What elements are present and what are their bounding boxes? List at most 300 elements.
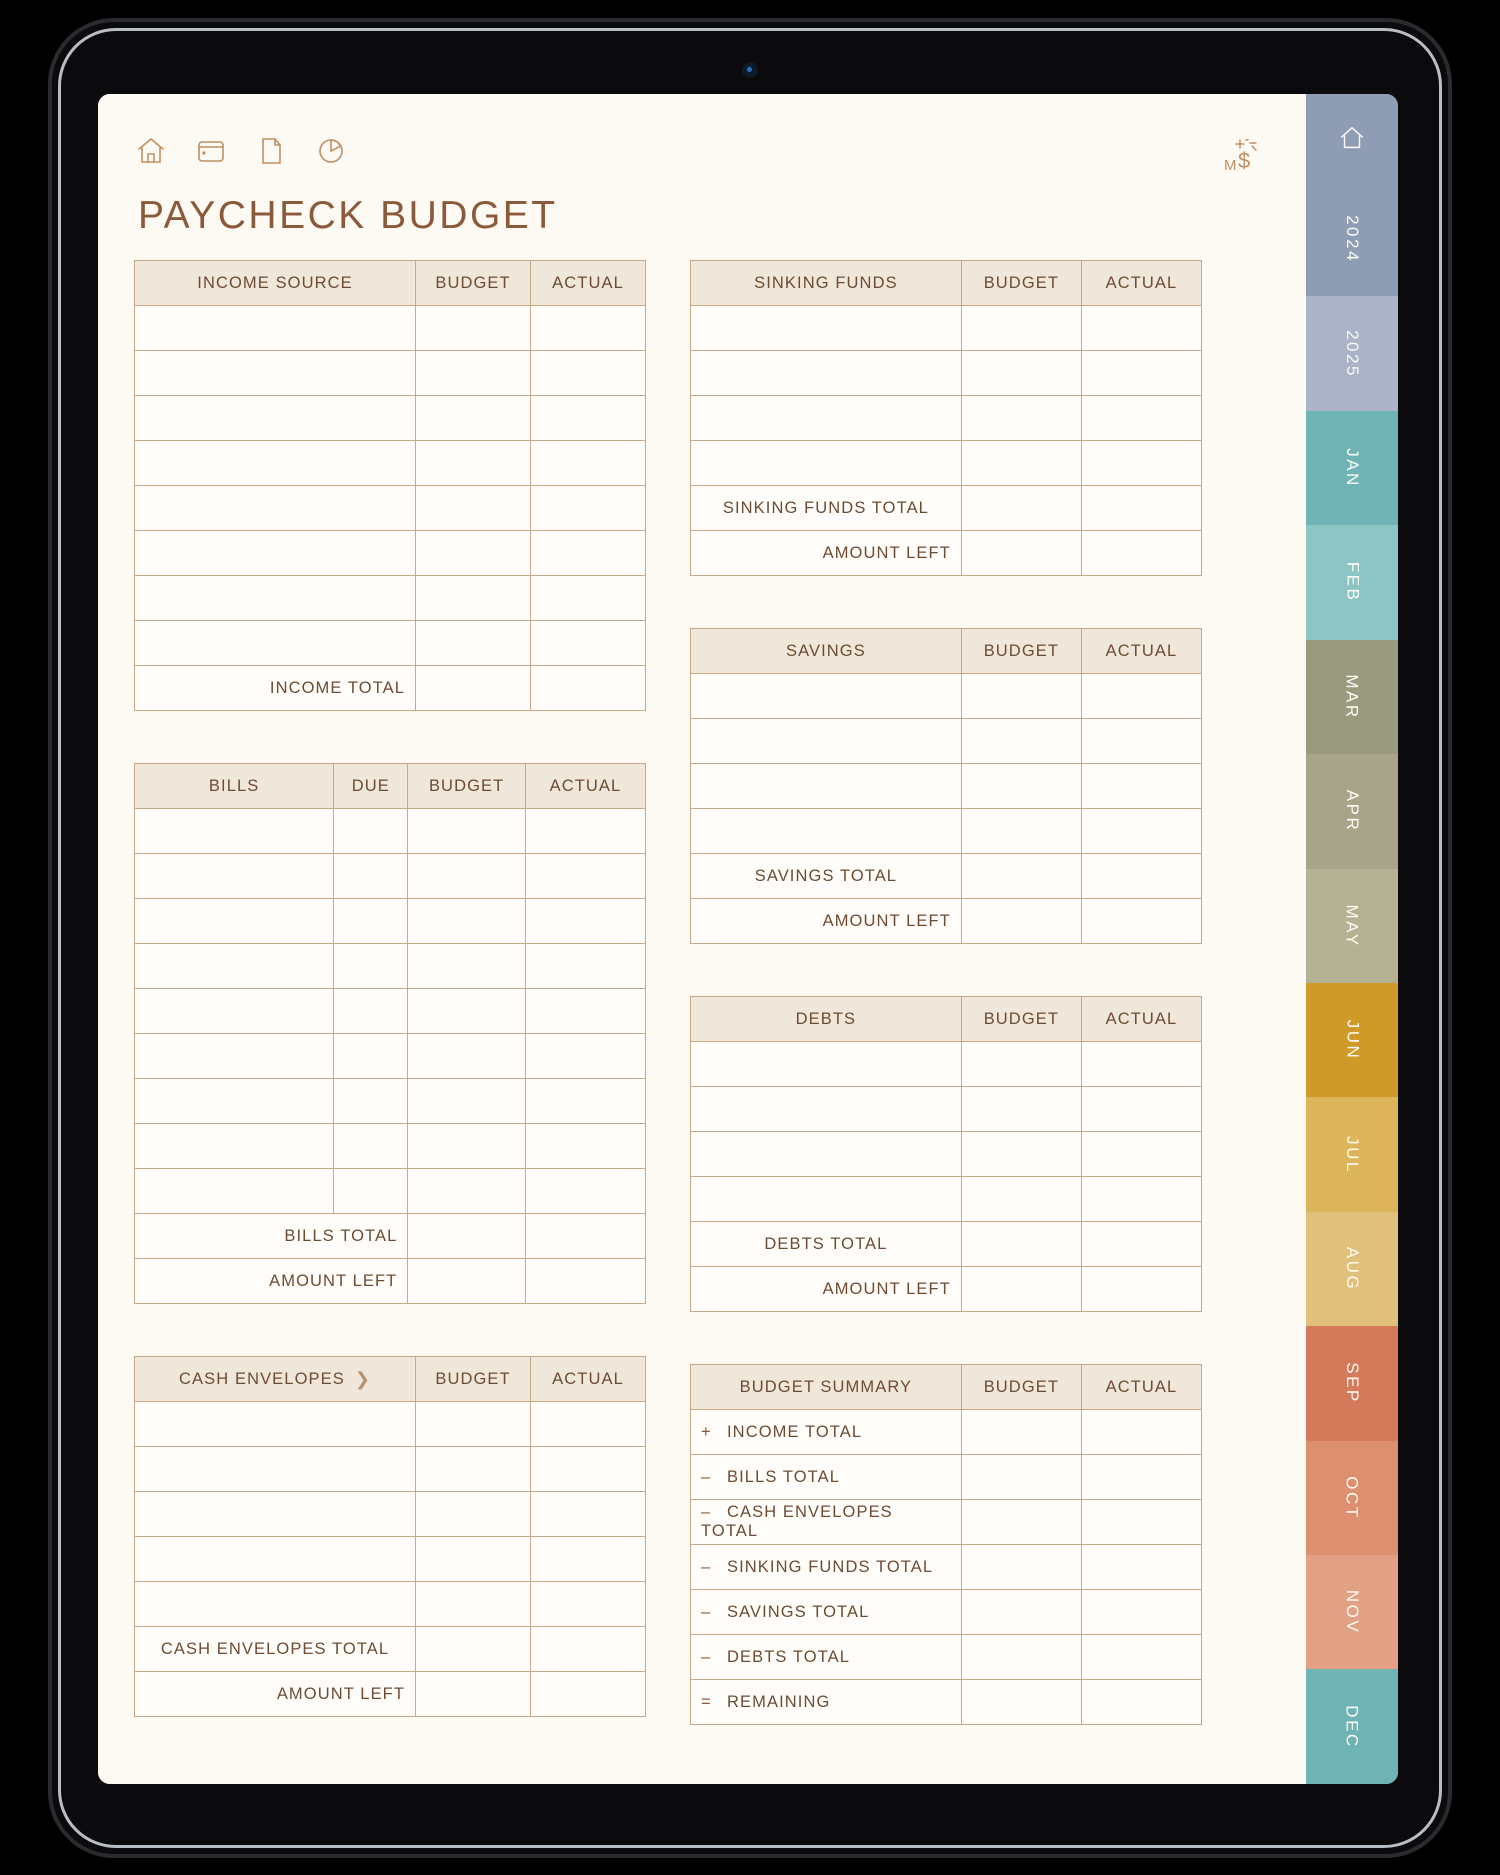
- cell-bill[interactable]: [135, 899, 334, 944]
- bills-total-label: BILLS TOTAL: [135, 1214, 408, 1259]
- cell-actual[interactable]: [1081, 1680, 1201, 1725]
- cell-actual[interactable]: [525, 989, 645, 1034]
- cell-saving[interactable]: [691, 674, 962, 719]
- table-header-row: [135, 764, 646, 809]
- cell-due[interactable]: [334, 899, 408, 944]
- bills-header: BILLS: [135, 764, 334, 809]
- cell-source[interactable]: [135, 486, 416, 531]
- table-row[interactable]: [691, 351, 1202, 396]
- rail-tab-label: DEC: [1343, 1704, 1362, 1749]
- cell-bill[interactable]: [135, 1079, 334, 1124]
- cell-source[interactable]: [135, 621, 416, 666]
- rail-tab-label: AUG: [1343, 1246, 1362, 1292]
- wallet-icon[interactable]: [194, 134, 228, 168]
- table-row[interactable]: [135, 854, 646, 899]
- cell-source[interactable]: [135, 441, 416, 486]
- summary-label-remaining: [691, 1680, 962, 1725]
- summary-row-income: [691, 1410, 1202, 1455]
- cell-debt[interactable]: [691, 1132, 962, 1177]
- table-row[interactable]: [691, 809, 1202, 854]
- cash-envelopes-total-label: CASH ENVELOPES TOTAL: [135, 1627, 416, 1672]
- table-row[interactable]: [135, 396, 646, 441]
- savings-amount-left-label: AMOUNT LEFT: [691, 899, 962, 944]
- summary-row-cash-envelopes: [691, 1500, 1202, 1545]
- table-header-row: [691, 1365, 1202, 1410]
- summary-op: –: [701, 1602, 712, 1621]
- rail-tab-sep[interactable]: [1306, 1326, 1398, 1440]
- table-row[interactable]: [135, 1079, 646, 1124]
- cell-actual[interactable]: [1081, 719, 1201, 764]
- summary-row-sinking-funds: [691, 1545, 1202, 1590]
- table-row[interactable]: [135, 1582, 646, 1627]
- cell-source[interactable]: [135, 531, 416, 576]
- cash-actual-header: ACTUAL: [531, 1357, 646, 1402]
- summary-actual-header: ACTUAL: [1081, 1365, 1201, 1410]
- cell-budget[interactable]: [961, 1455, 1081, 1500]
- cell-envelope[interactable]: [135, 1447, 416, 1492]
- page-icon[interactable]: [254, 134, 288, 168]
- cell-due[interactable]: [334, 989, 408, 1034]
- bills-amount-left-row: [135, 1259, 646, 1304]
- cell-actual[interactable]: [531, 1447, 646, 1492]
- cell-bill[interactable]: [135, 1124, 334, 1169]
- rail-tab-jul[interactable]: [1306, 1097, 1398, 1211]
- cell-actual[interactable]: [1081, 764, 1201, 809]
- table-row[interactable]: [691, 719, 1202, 764]
- table-row[interactable]: [691, 674, 1202, 719]
- cell-due[interactable]: [334, 809, 408, 854]
- summary-text: REMAINING: [727, 1692, 831, 1711]
- summary-row-savings: [691, 1590, 1202, 1635]
- cell-budget[interactable]: [961, 1042, 1081, 1087]
- cell-source[interactable]: [135, 576, 416, 621]
- debts-table: [690, 996, 1202, 1312]
- cell-actual[interactable]: [1081, 1545, 1201, 1590]
- table-header-row: [135, 1357, 646, 1402]
- cash-envelopes-amount-left-label: AMOUNT LEFT: [135, 1672, 416, 1717]
- table-header-row: [691, 997, 1202, 1042]
- savings-table: [690, 628, 1202, 944]
- cell-fund[interactable]: [691, 441, 962, 486]
- income-total-label: INCOME TOTAL: [135, 666, 416, 711]
- cell-actual[interactable]: [1081, 854, 1201, 899]
- money-add-icon[interactable]: [1210, 132, 1264, 176]
- cell-envelope[interactable]: [135, 1492, 416, 1537]
- cell-budget[interactable]: [416, 1492, 531, 1537]
- income-table: [134, 260, 646, 711]
- income-budget-header: BUDGET: [416, 261, 531, 306]
- cell-budget[interactable]: [408, 944, 526, 989]
- cell-actual[interactable]: [531, 306, 646, 351]
- table-row[interactable]: [691, 1177, 1202, 1222]
- summary-label-savings: [691, 1590, 962, 1635]
- cell-fund[interactable]: [691, 306, 962, 351]
- table-row[interactable]: [135, 1169, 646, 1214]
- budget-summary-table: [690, 1364, 1202, 1725]
- summary-label-bills: [691, 1455, 962, 1500]
- cell-due[interactable]: [334, 1079, 408, 1124]
- table-row[interactable]: [135, 1402, 646, 1447]
- cell-actual[interactable]: [1081, 1635, 1201, 1680]
- rail-tab-jun[interactable]: [1306, 983, 1398, 1097]
- cell-actual[interactable]: [531, 1627, 646, 1672]
- sinking-actual-header: ACTUAL: [1081, 261, 1201, 306]
- cell-actual[interactable]: [1081, 1132, 1201, 1177]
- cash-envelopes-header-label: CASH ENVELOPES: [179, 1369, 345, 1388]
- table-row[interactable]: [135, 1537, 646, 1582]
- cell-actual[interactable]: [531, 1537, 646, 1582]
- cell-budget[interactable]: [961, 1545, 1081, 1590]
- cell-actual[interactable]: [525, 809, 645, 854]
- cash-budget-header: BUDGET: [416, 1357, 531, 1402]
- savings-header: SAVINGS: [691, 629, 962, 674]
- table-row[interactable]: [135, 531, 646, 576]
- debts-budget-header: BUDGET: [961, 997, 1081, 1042]
- cell-actual[interactable]: [531, 576, 646, 621]
- table-row[interactable]: [691, 1132, 1202, 1177]
- table-row[interactable]: [135, 306, 646, 351]
- rail-tab-jan[interactable]: [1306, 411, 1398, 525]
- rail-tab-2025[interactable]: [1306, 296, 1398, 410]
- sinking-funds-total-label: SINKING FUNDS TOTAL: [691, 486, 962, 531]
- month-tab-rail: [1306, 94, 1398, 1784]
- cell-fund[interactable]: [691, 396, 962, 441]
- cell-actual[interactable]: [1081, 1177, 1201, 1222]
- cell-budget[interactable]: [961, 1500, 1081, 1545]
- front-camera: [744, 64, 756, 76]
- rail-home-tab[interactable]: [1306, 94, 1398, 182]
- cell-fund[interactable]: [691, 351, 962, 396]
- cash-envelopes-amount-left-row: [135, 1672, 646, 1717]
- cell-actual[interactable]: [1081, 531, 1201, 576]
- cell-source[interactable]: [135, 396, 416, 441]
- cell-saving[interactable]: [691, 764, 962, 809]
- cell-actual[interactable]: [1081, 1222, 1201, 1267]
- cell-budget[interactable]: [408, 1214, 526, 1259]
- rail-tab-may[interactable]: [1306, 869, 1398, 983]
- table-row[interactable]: [135, 809, 646, 854]
- rail-tab-feb[interactable]: [1306, 525, 1398, 639]
- bills-due-header: DUE: [334, 764, 408, 809]
- cell-actual[interactable]: [531, 441, 646, 486]
- rail-tab-nov[interactable]: [1306, 1555, 1398, 1669]
- toolbar: [134, 118, 1270, 184]
- cell-actual[interactable]: [525, 944, 645, 989]
- cell-actual[interactable]: [531, 351, 646, 396]
- cell-budget[interactable]: [416, 486, 531, 531]
- cell-budget[interactable]: [416, 306, 531, 351]
- income-source-header: INCOME SOURCE: [135, 261, 416, 306]
- cell-actual[interactable]: [531, 531, 646, 576]
- cell-bill[interactable]: [135, 944, 334, 989]
- cell-actual[interactable]: [1081, 1500, 1201, 1545]
- chevron-right-icon[interactable]: ❯: [354, 1369, 372, 1389]
- rail-tab-aug[interactable]: [1306, 1212, 1398, 1326]
- cell-bill[interactable]: [135, 989, 334, 1034]
- table-row[interactable]: [135, 989, 646, 1034]
- cell-saving[interactable]: [691, 809, 962, 854]
- table-row[interactable]: [135, 899, 646, 944]
- cell-budget[interactable]: [961, 1132, 1081, 1177]
- cell-debt[interactable]: [691, 1087, 962, 1132]
- sinking-funds-total-row: [691, 486, 1202, 531]
- sinking-funds-amount-left-row: [691, 531, 1202, 576]
- cell-budget[interactable]: [416, 1672, 531, 1717]
- cell-actual[interactable]: [1081, 1087, 1201, 1132]
- cell-budget[interactable]: [961, 486, 1081, 531]
- cell-budget[interactable]: [961, 854, 1081, 899]
- rail-tab-label: 2025: [1342, 329, 1362, 378]
- summary-text: INCOME TOTAL: [727, 1422, 863, 1441]
- rail-tab-label: JUN: [1343, 1019, 1362, 1061]
- rail-tab-label: MAR: [1343, 674, 1362, 720]
- cell-actual[interactable]: [531, 1402, 646, 1447]
- cell-actual[interactable]: [525, 1214, 645, 1259]
- rail-tab-dec[interactable]: [1306, 1669, 1398, 1783]
- cell-budget[interactable]: [408, 809, 526, 854]
- cell-budget[interactable]: [961, 719, 1081, 764]
- cell-actual[interactable]: [531, 396, 646, 441]
- cell-budget[interactable]: [416, 531, 531, 576]
- bills-table: [134, 763, 646, 1304]
- cell-envelope[interactable]: [135, 1537, 416, 1582]
- cell-actual[interactable]: [525, 854, 645, 899]
- cell-budget[interactable]: [408, 989, 526, 1034]
- summary-text: DEBTS TOTAL: [727, 1647, 851, 1666]
- cell-actual[interactable]: [1081, 899, 1201, 944]
- right-column: [690, 260, 1202, 1777]
- cell-budget[interactable]: [416, 1402, 531, 1447]
- cell-actual[interactable]: [531, 486, 646, 531]
- cell-actual[interactable]: [531, 1672, 646, 1717]
- cell-bill[interactable]: [135, 809, 334, 854]
- summary-text: SAVINGS TOTAL: [727, 1602, 870, 1621]
- table-header-row: [691, 261, 1202, 306]
- cell-actual[interactable]: [1081, 396, 1201, 441]
- table-row[interactable]: [691, 396, 1202, 441]
- cell-source[interactable]: [135, 306, 416, 351]
- summary-label-income: [691, 1410, 962, 1455]
- table-row[interactable]: [135, 576, 646, 621]
- cell-debt[interactable]: [691, 1042, 962, 1087]
- summary-header: BUDGET SUMMARY: [691, 1365, 962, 1410]
- rail-tab-label: SEP: [1343, 1362, 1362, 1405]
- table-row[interactable]: [135, 351, 646, 396]
- cell-budget[interactable]: [416, 351, 531, 396]
- table-row[interactable]: [135, 486, 646, 531]
- summary-budget-header: BUDGET: [961, 1365, 1081, 1410]
- cell-bill[interactable]: [135, 1169, 334, 1214]
- home-icon[interactable]: [134, 134, 168, 168]
- cell-bill[interactable]: [135, 1034, 334, 1079]
- cell-budget[interactable]: [416, 1537, 531, 1582]
- svg-text:M: M: [1224, 157, 1237, 174]
- cell-budget[interactable]: [416, 1582, 531, 1627]
- rail-tab-label: MAY: [1342, 904, 1362, 948]
- summary-label-sinking-funds: [691, 1545, 962, 1590]
- cell-actual[interactable]: [1081, 809, 1201, 854]
- cash-envelopes-header[interactable]: [135, 1357, 416, 1402]
- table-row[interactable]: [135, 1492, 646, 1537]
- cell-envelope[interactable]: [135, 1582, 416, 1627]
- cell-budget[interactable]: [408, 1169, 526, 1214]
- table-row[interactable]: [691, 764, 1202, 809]
- savings-actual-header: ACTUAL: [1081, 629, 1201, 674]
- table-row[interactable]: [691, 1042, 1202, 1087]
- cell-budget[interactable]: [416, 1447, 531, 1492]
- budget-columns: [134, 260, 1270, 1777]
- table-row[interactable]: [135, 1034, 646, 1079]
- cell-actual[interactable]: [1081, 1267, 1201, 1312]
- table-row[interactable]: [135, 1124, 646, 1169]
- cell-budget[interactable]: [961, 396, 1081, 441]
- cell-actual[interactable]: [1081, 1042, 1201, 1087]
- cell-budget[interactable]: [961, 1087, 1081, 1132]
- summary-text: SINKING FUNDS TOTAL: [727, 1557, 934, 1576]
- cell-budget[interactable]: [408, 1259, 526, 1304]
- sinking-funds-table: [690, 260, 1202, 576]
- pie-chart-icon[interactable]: [314, 134, 348, 168]
- cell-budget[interactable]: [408, 1034, 526, 1079]
- cell-budget[interactable]: [961, 1590, 1081, 1635]
- cell-budget[interactable]: [961, 1680, 1081, 1725]
- cell-budget[interactable]: [416, 396, 531, 441]
- summary-op: –: [701, 1557, 712, 1576]
- rail-tab-label: FEB: [1343, 562, 1362, 603]
- debts-total-row: [691, 1222, 1202, 1267]
- summary-label-debts: [691, 1635, 962, 1680]
- bills-budget-header: BUDGET: [408, 764, 526, 809]
- table-row[interactable]: [135, 441, 646, 486]
- sinking-budget-header: BUDGET: [961, 261, 1081, 306]
- savings-total-row: [691, 854, 1202, 899]
- cell-budget[interactable]: [961, 351, 1081, 396]
- table-row[interactable]: [691, 306, 1202, 351]
- cell-actual[interactable]: [531, 1492, 646, 1537]
- table-row[interactable]: [135, 1447, 646, 1492]
- cell-actual[interactable]: [531, 666, 646, 711]
- cell-budget[interactable]: [961, 1177, 1081, 1222]
- cell-actual[interactable]: [1081, 1455, 1201, 1500]
- cell-actual[interactable]: [525, 1169, 645, 1214]
- cell-budget[interactable]: [961, 809, 1081, 854]
- cell-envelope[interactable]: [135, 1402, 416, 1447]
- cell-budget[interactable]: [961, 1267, 1081, 1312]
- summary-label-cash-envelopes: [691, 1500, 962, 1545]
- bills-actual-header: ACTUAL: [525, 764, 645, 809]
- cell-actual[interactable]: [531, 1582, 646, 1627]
- cell-actual[interactable]: [1081, 1590, 1201, 1635]
- budget-page: [98, 94, 1306, 1784]
- cell-debt[interactable]: [691, 1177, 962, 1222]
- cell-budget[interactable]: [961, 441, 1081, 486]
- sinking-funds-amount-left-label: AMOUNT LEFT: [691, 531, 962, 576]
- summary-op: –: [701, 1647, 712, 1666]
- rail-tab-label: NOV: [1343, 1590, 1362, 1635]
- cell-actual[interactable]: [1081, 306, 1201, 351]
- summary-row-debts: [691, 1635, 1202, 1680]
- cell-budget[interactable]: [961, 899, 1081, 944]
- cell-budget[interactable]: [961, 306, 1081, 351]
- cell-actual[interactable]: [1081, 486, 1201, 531]
- sinking-funds-header: SINKING FUNDS: [691, 261, 962, 306]
- debts-header: DEBTS: [691, 997, 962, 1042]
- cell-actual[interactable]: [525, 1079, 645, 1124]
- cell-bill[interactable]: [135, 854, 334, 899]
- cell-budget[interactable]: [961, 1222, 1081, 1267]
- table-header-row: [135, 261, 646, 306]
- cell-actual[interactable]: [525, 899, 645, 944]
- table-row[interactable]: [691, 441, 1202, 486]
- rail-tab-mar[interactable]: [1306, 640, 1398, 754]
- savings-total-label: SAVINGS TOTAL: [691, 854, 962, 899]
- cell-budget[interactable]: [416, 621, 531, 666]
- cell-actual[interactable]: [1081, 674, 1201, 719]
- rail-tab-apr[interactable]: [1306, 754, 1398, 868]
- table-row[interactable]: [691, 1087, 1202, 1132]
- cell-budget[interactable]: [408, 1079, 526, 1124]
- cell-actual[interactable]: [525, 1259, 645, 1304]
- cell-budget[interactable]: [408, 899, 526, 944]
- debts-amount-left-label: AMOUNT LEFT: [691, 1267, 962, 1312]
- cell-source[interactable]: [135, 351, 416, 396]
- cell-actual[interactable]: [531, 621, 646, 666]
- summary-op: –: [701, 1503, 712, 1521]
- summary-row-bills: [691, 1455, 1202, 1500]
- income-total-row: [135, 666, 646, 711]
- rail-tab-label: JAN: [1343, 448, 1362, 488]
- summary-text: BILLS TOTAL: [727, 1467, 840, 1486]
- cell-actual[interactable]: [1081, 351, 1201, 396]
- rail-tab-label: 2024: [1342, 215, 1362, 264]
- cell-budget[interactable]: [416, 1627, 531, 1672]
- cell-actual[interactable]: [525, 1124, 645, 1169]
- cell-actual[interactable]: [1081, 1410, 1201, 1455]
- cell-actual[interactable]: [525, 1034, 645, 1079]
- cell-due[interactable]: [334, 944, 408, 989]
- cell-budget[interactable]: [961, 1410, 1081, 1455]
- cell-budget[interactable]: [416, 666, 531, 711]
- cell-due[interactable]: [334, 1034, 408, 1079]
- cell-budget[interactable]: [961, 1635, 1081, 1680]
- cash-envelopes-total-row: [135, 1627, 646, 1672]
- cell-budget[interactable]: [416, 441, 531, 486]
- rail-tab-label: APR: [1343, 790, 1362, 833]
- summary-op: =: [701, 1692, 712, 1711]
- bills-total-row: [135, 1214, 646, 1259]
- cell-saving[interactable]: [691, 719, 962, 764]
- cell-budget[interactable]: [961, 764, 1081, 809]
- cell-due[interactable]: [334, 1169, 408, 1214]
- table-row[interactable]: [135, 621, 646, 666]
- cell-budget[interactable]: [416, 576, 531, 621]
- rail-tab-oct[interactable]: [1306, 1441, 1398, 1555]
- cell-budget[interactable]: [961, 531, 1081, 576]
- cell-actual[interactable]: [1081, 441, 1201, 486]
- cell-budget[interactable]: [408, 1124, 526, 1169]
- rail-tab-2024[interactable]: [1306, 182, 1398, 296]
- table-row[interactable]: [135, 944, 646, 989]
- cell-budget[interactable]: [961, 674, 1081, 719]
- cell-due[interactable]: [334, 1124, 408, 1169]
- summary-op: +: [701, 1422, 712, 1441]
- summary-text: CASH ENVELOPES TOTAL: [701, 1503, 893, 1540]
- savings-budget-header: BUDGET: [961, 629, 1081, 674]
- rail-tab-label: JUL: [1342, 1135, 1362, 1174]
- cell-due[interactable]: [334, 854, 408, 899]
- rail-tab-label: OCT: [1342, 1476, 1362, 1520]
- cell-budget[interactable]: [408, 854, 526, 899]
